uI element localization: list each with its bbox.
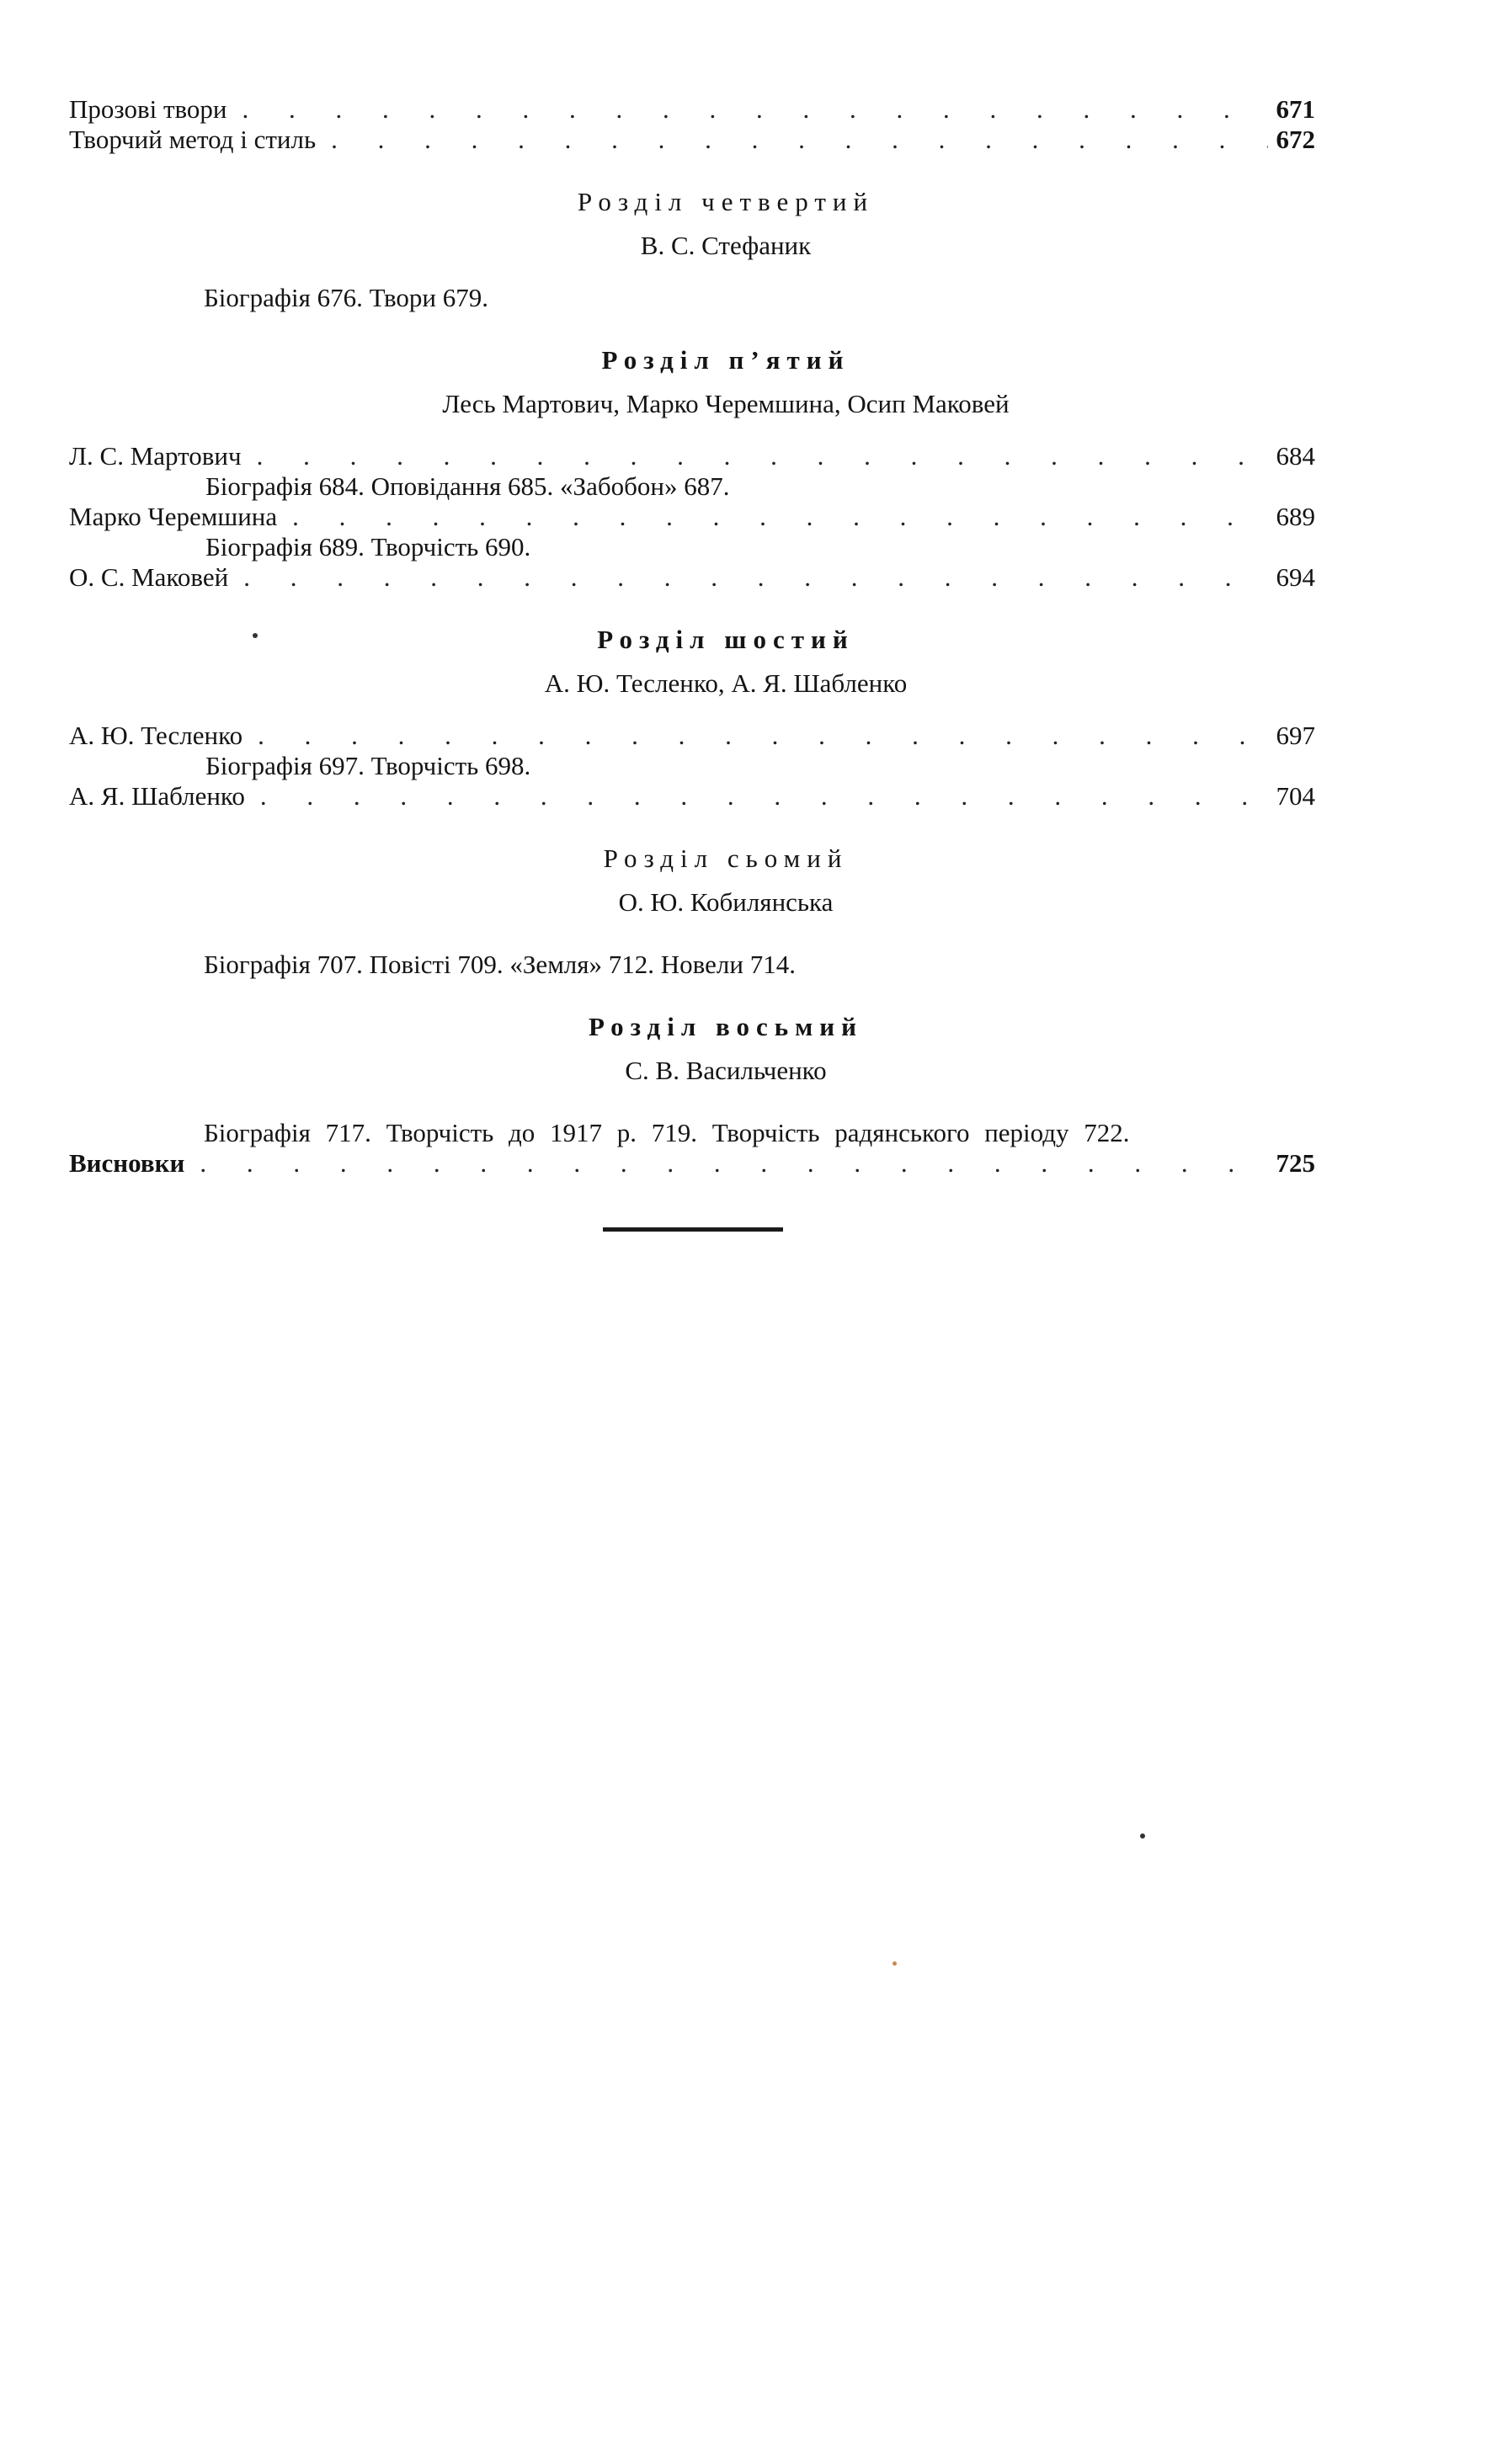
toc-row-label: Л. С. Мартович <box>69 441 242 471</box>
toc-row-martovych <box>69 441 1315 471</box>
section-line: Біографія 717. Творчість до 1917 р. 719. Творчість радянського періоду 722. <box>204 1118 1130 1147</box>
toc-row-page: 704 <box>1276 781 1315 811</box>
toc-row-label: Прозові твори <box>69 94 227 124</box>
leader-dots <box>200 1148 1267 1179</box>
toc-row-page: 684 <box>1276 441 1315 471</box>
section-title: Розділ шостий <box>597 625 855 654</box>
leader-dots <box>258 721 1267 751</box>
toc-row-cheremshyna <box>69 502 1315 532</box>
leader-dots <box>243 562 1267 593</box>
toc-subline: Біографія 689. Творчість 690. <box>205 532 531 561</box>
toc-subline: Біографія 697. Творчість 698. <box>205 751 531 780</box>
toc-row-teslenko <box>69 721 1315 751</box>
section-title: Розділ сьомий <box>603 844 849 873</box>
print-speck <box>1140 1833 1145 1839</box>
toc-subline: Біографія 684. Оповідання 685. «Забобон» 687. <box>205 471 730 501</box>
toc-row-page: 725 <box>1276 1148 1315 1178</box>
section-subtitle: О. Ю. Кобилянська <box>618 887 834 917</box>
section-subtitle: С. В. Васильченко <box>625 1056 827 1085</box>
section-line: Біографія 676. Твори 679. <box>204 283 489 312</box>
toc-row-label: А. Ю. Тесленко <box>69 721 243 750</box>
section-title: Розділ восьмий <box>588 1012 864 1041</box>
toc-row-page: 694 <box>1276 562 1315 592</box>
leader-dots <box>242 94 1268 125</box>
print-speck <box>893 1961 897 1966</box>
toc-row-page: 671 <box>1276 94 1315 124</box>
section-subtitle: В. С. Стефаник <box>640 231 812 260</box>
toc-row-makovei <box>69 562 1315 593</box>
section-subtitle: А. Ю. Тесленко, А. Я. Шабленко <box>544 668 908 698</box>
print-speck <box>253 633 258 638</box>
leader-dots <box>331 125 1267 155</box>
toc-row-conclusions <box>69 1148 1315 1179</box>
toc-row-method <box>69 125 1315 155</box>
toc-row-prose <box>69 94 1315 125</box>
toc-row-label: Марко Черемшина <box>69 502 278 531</box>
end-rule <box>603 1227 783 1232</box>
leader-dots <box>257 441 1268 471</box>
section-subtitle: Лесь Мартович, Марко Черемшина, Осип Маковей <box>442 389 1010 418</box>
toc-row-label: Творчий метод і стиль <box>69 125 317 154</box>
leader-dots <box>292 502 1267 532</box>
section-title: Розділ п’ятий <box>601 345 850 375</box>
toc-row-label: А. Я. Шабленко <box>69 781 245 811</box>
toc-row-label: Висновки <box>69 1148 185 1178</box>
toc-row-shablenko <box>69 781 1315 812</box>
toc-row-label: О. С. Маковей <box>69 562 229 592</box>
toc-row-page: 689 <box>1276 502 1315 531</box>
toc-row-page: 697 <box>1276 721 1315 750</box>
leader-dots <box>260 781 1268 812</box>
section-line: Біографія 707. Повісті 709. «Земля» 712. Новели 714. <box>204 950 796 979</box>
section-title: Розділ четвертий <box>577 187 875 216</box>
toc-row-page: 672 <box>1276 125 1315 154</box>
